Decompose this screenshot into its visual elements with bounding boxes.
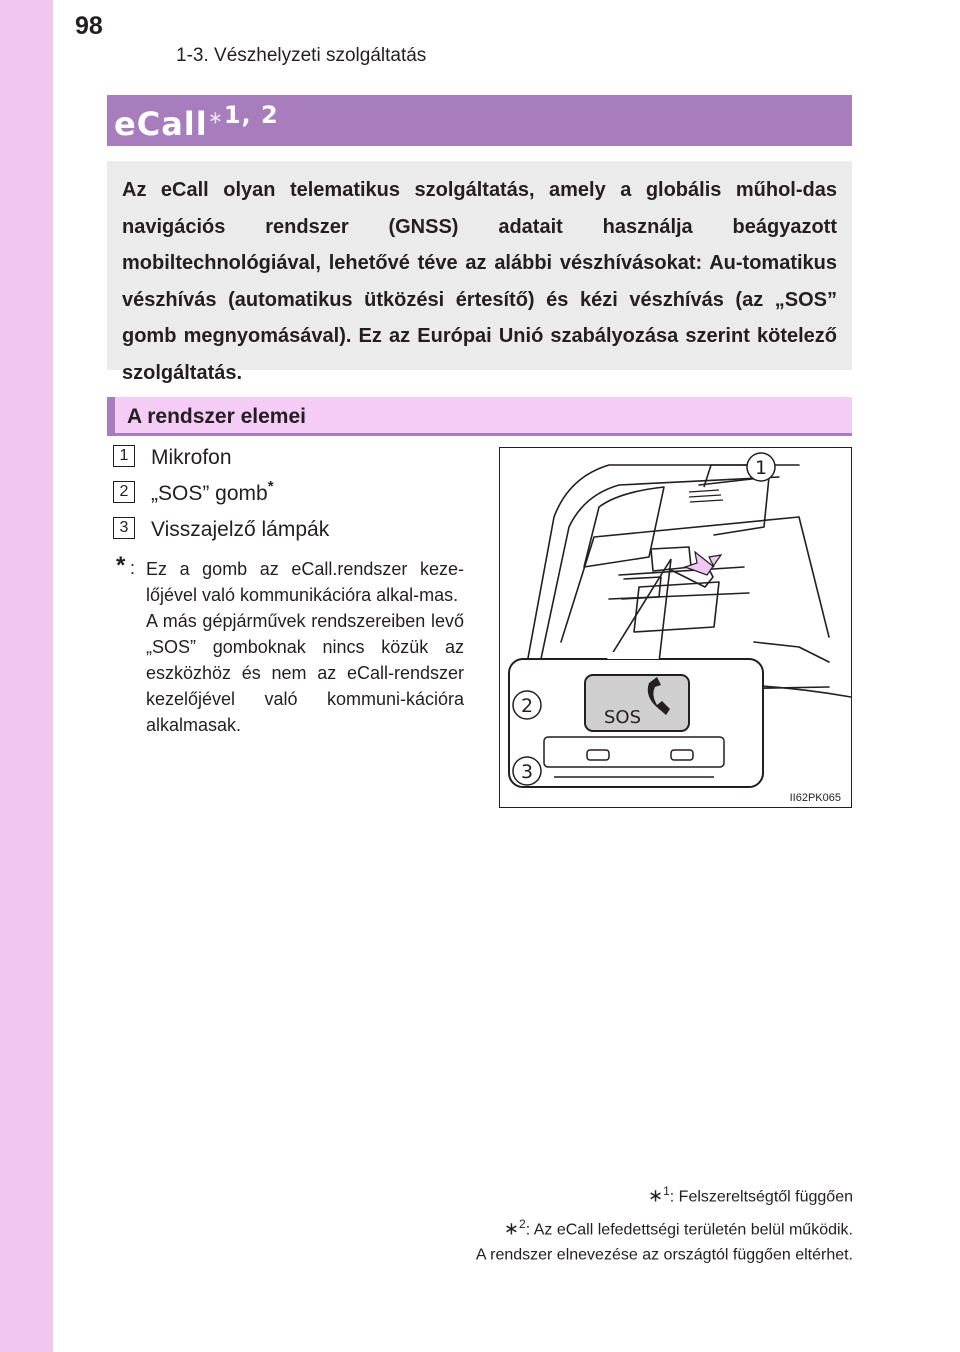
callout-marker [747, 453, 775, 481]
page-number: 98 [75, 12, 103, 40]
list-item [113, 443, 232, 469]
title-star: ∗ [207, 107, 224, 129]
section-bar-accent [107, 397, 115, 436]
title-label: eCall [114, 105, 208, 143]
item-number-badge: 1 [113, 445, 135, 467]
item-label: Mikrofon [151, 446, 232, 469]
ecall-illustration [499, 447, 852, 808]
footnote-colon: : [130, 558, 136, 578]
callout-number: 3 [520, 761, 534, 783]
footnote-marker: * [116, 552, 126, 579]
intro-paragraph: Az eCall olyan telematikus szolgáltatás, amely a globális műhol-das navigációs rendszer (GNSS) adatait használja beágyazott mobiltechnológiával, lehetővé téve az alábbi vészhívásokat: Au-tomatikus vészhívás (automatikus ütközési értesítő) és kézi vészhívás (az „SOS” gomb megnyomásával). Ez az Európai Unió szabályozása szerint kötelező szolgáltatás. [122, 179, 837, 384]
list-item [113, 515, 329, 541]
section-title: A rendszer elemei [127, 405, 306, 428]
item-label: „SOS” gomb* [151, 478, 274, 505]
figure-code: II62PK065 [789, 792, 841, 804]
bottom-note: A rendszer elnevezése az országtól függően eltérhet. [475, 1246, 853, 1264]
bottom-note: ∗$^1$: Felszereltségtől függően [648, 1184, 853, 1206]
page-side-tab [0, 0, 53, 1352]
page-title [114, 101, 279, 143]
bottom-note: ∗$^2$: Az eCall lefedettségi területén belül működik. [503, 1217, 853, 1239]
callout-number: 2 [520, 695, 534, 717]
sos-button-label: SOS [604, 707, 642, 728]
item-number-badge: 2 [113, 481, 135, 503]
title-superscript: 1, 2 [223, 101, 279, 129]
item-number-badge: 3 [113, 517, 135, 539]
footnote-text: Ez a gomb az eCall.rendszer keze-lőjével való kommunikációra alkal-mas. A más gépjárművek rendszereiben levő „SOS” gomboknak nincs közük az eszközhöz és nem az eCall-rendszer kezelőjével való kommuni-kációra alkalmasak. [146, 559, 464, 735]
callout-number: 1 [754, 457, 768, 479]
section-header: 1-3. Vészhelyzeti szolgáltatás [176, 45, 427, 66]
list-item [113, 479, 274, 505]
callout-marker [513, 757, 541, 785]
callout-marker [513, 691, 541, 719]
item-label: Visszajelző lámpák [151, 518, 330, 541]
